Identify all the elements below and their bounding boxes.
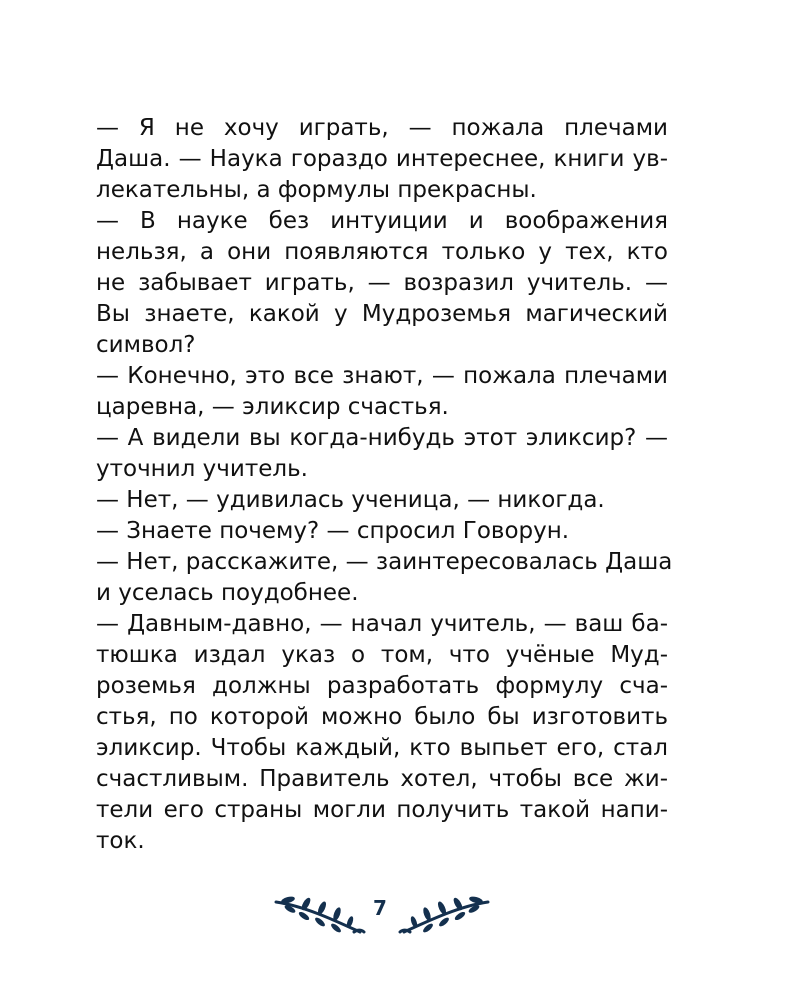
text-line: не забывает играть, — возразил учитель. — — [96, 270, 668, 296]
text-line: нельзя, а они появляются только у тех, кто — [96, 239, 668, 265]
text-line: стья, по которой можно было бы изготовить — [96, 704, 668, 730]
text-line: и уселась поудобнее. — [96, 580, 359, 606]
text-line: лекательны, а формулы прекрасны. — [96, 177, 537, 203]
text-line: роземья должны разработать формулу сча- — [96, 673, 668, 699]
text-line: — Нет, расскажите, — заинтересовалась Даша — [96, 549, 673, 575]
text-line: — В науке без интуиции и воображения — [96, 208, 668, 234]
text-line: тели его страны могли получить такой напи- — [96, 797, 668, 823]
text-line: ток. — [96, 828, 145, 854]
text-line: Даша. — Наука гораздо интереснее, книги ув- — [96, 146, 668, 172]
text-line: эликсир. Чтобы каждый, кто выпьет его, стал — [96, 735, 668, 761]
laurel-branch-icon — [398, 892, 490, 938]
text-line: — Нет, — удивилась ученица, — никогда. — [96, 487, 605, 513]
laurel-branch-icon — [274, 892, 366, 938]
text-line: — Конечно, это все знают, — пожала плечами — [96, 363, 668, 389]
page-footer — [0, 890, 800, 940]
text-line: символ? — [96, 332, 196, 358]
text-line: — А видели вы когда-нибудь этот эликсир? — — [96, 425, 668, 451]
text-line: — Знаете почему? — спросил Говорун. — [96, 518, 570, 544]
body-text — [96, 113, 673, 857]
text-line: уточнил учитель. — [96, 456, 308, 482]
page-number: 7 — [373, 896, 387, 920]
text-line: Вы знаете, какой у Мудроземья магический — [96, 301, 668, 327]
text-line: — Давным-давно, — начал учитель, — ваш ба- — [96, 611, 668, 637]
text-line: царевна, — эликсир счастья. — [96, 394, 449, 420]
text-line: счастливым. Правитель хотел, чтобы все жи- — [96, 766, 668, 792]
text-line: тюшка издал указ о том, что учёные Муд- — [96, 642, 668, 668]
text-line: — Я не хочу играть, — пожала плечами — [96, 115, 668, 141]
